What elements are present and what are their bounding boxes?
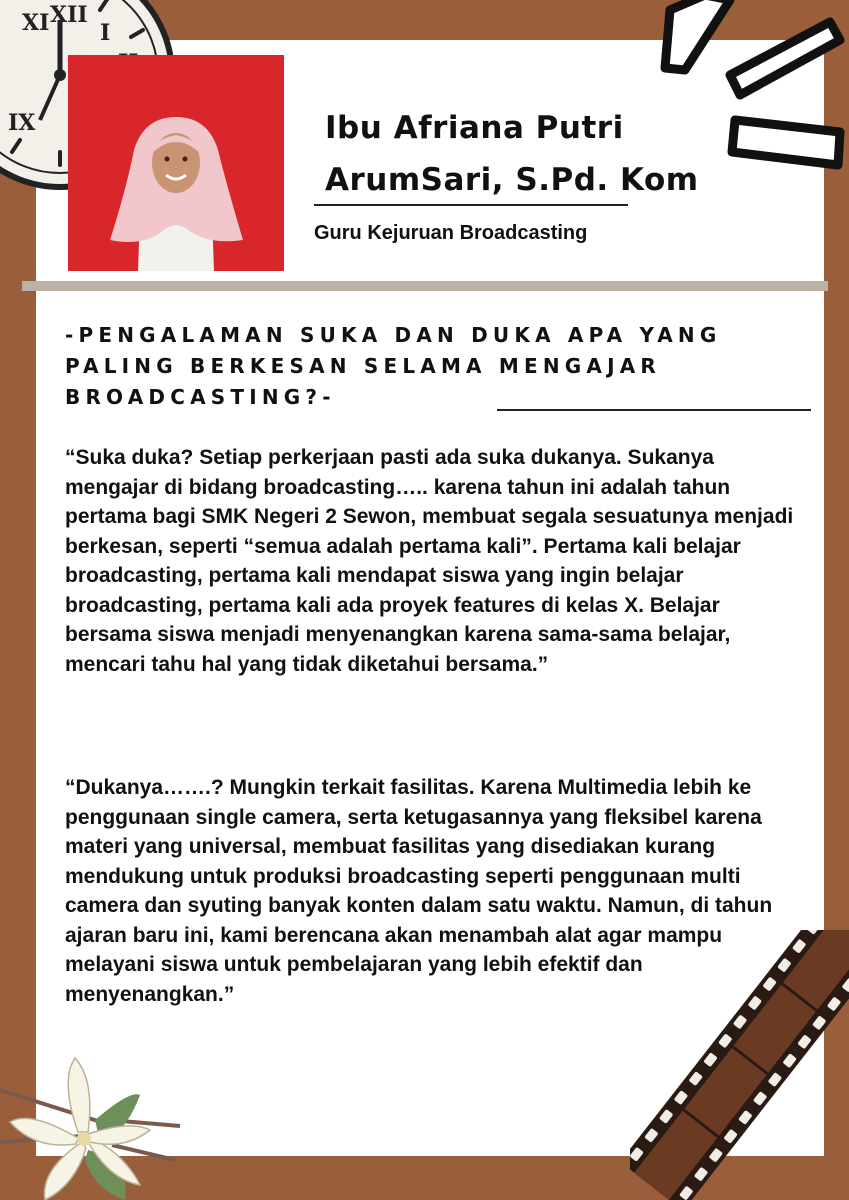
flower-icon: [0, 1050, 190, 1200]
teacher-role: Guru Kejuruan Broadcasting: [314, 222, 588, 244]
svg-text:XII: XII: [50, 2, 88, 28]
interview-question: -PENGALAMAN SUKA DAN DUKA APA YANG PALING BERKESAN SELAMA MENGAJAR BROADCASTING?-: [65, 323, 722, 409]
answer-paragraph-duka: “Dukanya…….? Mungkin terkait fasilitas. Karena Multimedia lebih ke penggunaan single camera, serta ketugasannya yang fleksibel karena materi yang universal, membuat fasilitas yang disediakan kurang mendukung untuk produksi broadcasting seperti penggunaan multi camera dan syuting banyak konten dalam satu waktu. Namun, di tahun ajaran baru ini, kami berencana akan menambah alat agar mampu melayani siswa untuk pembelajaran yang lebih efektif dan menyenangkan.”: [65, 776, 773, 1006]
teacher-name-line2: ArumSari, S.Pd. Kom: [325, 162, 699, 198]
film-strip-icon: [630, 930, 849, 1200]
teacher-name-line1: Ibu Afriana Putri: [325, 110, 624, 146]
name-underline: [314, 204, 628, 206]
svg-text:I: I: [100, 20, 111, 46]
question-underline: [497, 409, 811, 411]
section-divider: [22, 281, 828, 291]
svg-text:IX: IX: [8, 110, 36, 136]
person-photo-icon: [68, 55, 284, 271]
svg-text:XI: XI: [22, 10, 50, 36]
profile-photo: [68, 55, 284, 271]
answer-paragraph-suka: “Suka duka? Setiap perkerjaan pasti ada suka dukanya. Sukanya mengajar di bidang broadcasting….. karena tahun ini adalah tahun pertama bagi SMK Negeri 2 Sewon, membuat segala sesuatunya menjadi berkesan, seperti “semua adalah pertama kali”. Pertama kali belajar broadcasting, pertama kali mendapat siswa yang ingin belajar broadcasting, pertama kali ada proyek features di kelas X. Belajar bersama siswa menjadi menyenangkan karena sama-sama belajar, mencari tahu hal yang tidak diketahui bersama.”: [65, 446, 794, 676]
